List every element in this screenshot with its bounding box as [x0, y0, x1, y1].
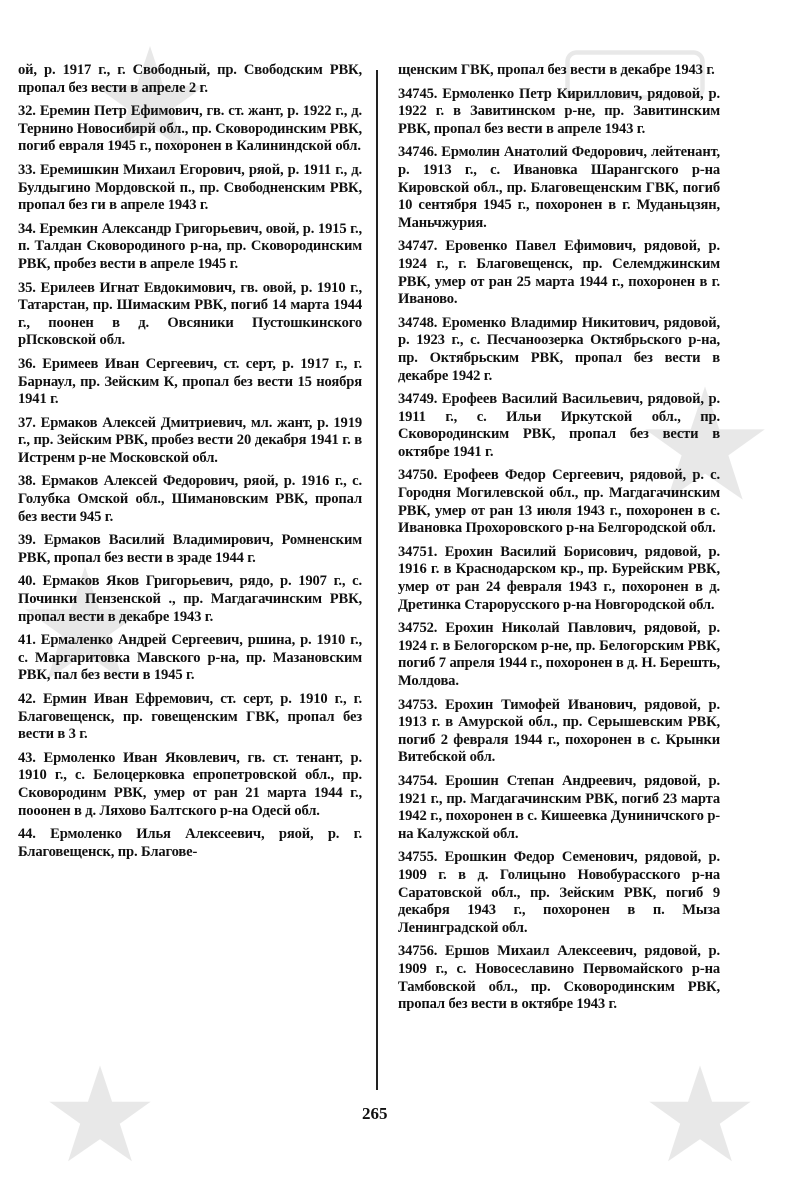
- entry: 42. Ермин Иван Ефремович, ст. серт, р. 1910 г., г. Благовещенск, пр. говещенским ГВК, пропал без вести в 3 г.: [18, 691, 362, 743]
- watermark-logo: [640, 1060, 760, 1170]
- entry: 44. Ермоленко Илья Алексеевич, ряой, р. г. Благовещенск, пр. Благове-: [18, 826, 362, 860]
- entry: 34753. Ерохин Тимофей Иванович, рядовой, р. 1913 г. в Амурской обл., пр. Серышевским РВК, погиб 2 февраля 1944 г., похоронен в с. Крынки Витебской обл.: [398, 696, 720, 766]
- entry: ой, р. 1917 г., г. Свободный, пр. Свободским РВК, пропал без вести в апреле 2 г.: [18, 62, 362, 96]
- watermark-logo: [40, 1060, 160, 1170]
- page-number: 265: [362, 1104, 388, 1123]
- entry: 37. Ермаков Алексей Дмитриевич, мл. жант, р. 1919 г., пр. Зейским РВК, пробез вести 20 декабря 1941 г. в Истренм р-не Московской обл.: [18, 414, 362, 466]
- entry: 40. Ермаков Яков Григорьевич, рядо, р. 1907 г., с. Починки Пензенской ., пр. Магдагачинским РВК, пропал вести в декабре 1943 г.: [18, 573, 362, 625]
- entry: 36. Еримеев Иван Сергеевич, ст. серт, р. 1917 г., г. Барнаул, пр. Зейским К, пропал без вести 15 ноября 1941 г.: [18, 355, 362, 408]
- entry: 34752. Ерохин Николай Павлович, рядовой, р. 1924 г. в Белогорском р-не, пр. Белогорским РВК, погиб 7 апреля 1944 г., похоронен в д. Н. Берешть, Молдова.: [398, 620, 720, 689]
- entry: 34745. Ермоленко Петр Кириллович, рядовой, р. 1922 г. в Завитинском р-не, пр. Завитинским РВК, пропал без вести в апреле 1943 г.: [398, 85, 720, 137]
- entry: 34. Еремкин Александр Григорьевич, овой, р. 1915 г., п. Талдан Сковородиного р-на, пр. Сковородинским РВК, пробез вести в апреле 1945 г.: [18, 220, 362, 272]
- entry: 34746. Ермолин Анатолий Федорович, лейтенант, р. 1913 г., с. Ивановка Шарангского р-на Кировской обл., пр. Благовещенским ГВК, погиб 10 сентября 1945 г., похоронен в г. Муданьцзян, Маньчжурия.: [398, 144, 720, 231]
- entry: щенским ГВК, пропал без вести в декабре 1943 г.: [398, 62, 715, 78]
- entry: 38. Ермаков Алексей Федорович, ряой, р. 1916 г., с. Голубка Омской обл., Шимановским РВК, пропал без вести 945 г.: [18, 473, 362, 525]
- left-column: [18, 62, 362, 867]
- entry: 34747. Еровенко Павел Ефимович, рядовой, р. 1924 г., г. Благовещенск, пр. Селемджинским РВК, умер от ран 25 марта 1944 г., похоронен в г. Иваново.: [398, 238, 720, 308]
- entry: 34751. Ерохин Василий Борисович, рядовой, р. 1916 г. в Краснодарском кр., пр. Бурейским РВК, умер от ран 24 февраля 1943 г., похоронен в д. Дретинка Старорусского р-на Новгородской обл.: [398, 543, 720, 613]
- entry: 32. Еремин Петр Ефимович, гв. ст. жант, р. 1922 г., д. Тернино Новосибирй обл., пр. Сковородинским РВК, погиб евраля 1945 г., похоронен в Калининдской обл.: [18, 103, 362, 155]
- entry: 34755. Ерошкин Федор Семенович, рядовой, р. 1909 г. в д. Голицыно Новобурасского р-на Саратовской обл., пр. Зейским РВК, погиб 9 декабря 1943 г., похоронен в п. Мыза Ленинградской обл.: [398, 849, 720, 936]
- entry: 43. Ермоленко Иван Яковлевич, гв. ст. тенант, р. 1910 г., с. Белоцерковка епропетровской обл., пр. Сковородинм РВК, умер от ран 21 марта 1944 г., пооонен в д. Ляхово Балтского р-на Одесй обл.: [18, 749, 362, 819]
- entry: 34748. Ероменко Владимир Никитович, рядовой, р. 1923 г., с. Песчаноозерка Октябрьского р-на, пр. Октябрьским РВК, пропал без вести в декабре 1942 г.: [398, 314, 720, 384]
- entry: 39. Ермаков Василий Владимирович, Ромненским РВК, пропал без вести в зраде 1944 г.: [18, 532, 362, 566]
- entry: 34750. Ерофеев Федор Сергеевич, рядовой, р. с. Городня Могилевской обл., пр. Магдагачинским РВК, умер от ран 13 июля 1943 г., похоронен в с. Ивановка Прохоровского р-на Белгородской обл.: [398, 467, 720, 537]
- entry: 33. Еремишкин Михаил Егорович, ряой, р. 1911 г., д. Булдыгино Мордовской п., пр. Свободненским РВК, пропал без ги в апреле 1943 г.: [18, 161, 362, 214]
- entry: 34749. Ерофеев Василий Васильевич, рядовой, р. 1911 г., с. Ильи Иркутской обл., пр. Сковородинским РВК, пропал без вести в октябре 1941 г.: [398, 391, 720, 460]
- entry: 35. Ерилеев Игнат Евдокимович, гв. овой, р. 1910 г., Татарстан, пр. Шимаским РВК, погиб 14 марта 1944 г., поонен в д. Овсяники Пустошкинского рПсковской обл.: [18, 279, 362, 349]
- right-column: [398, 62, 720, 1020]
- column-divider: [376, 70, 378, 1090]
- entry: 34756. Ершов Михаил Алексеевич, рядовой, р. 1909 г., с. Новосеславино Первомайского р-на Тамбовской обл., пр. Сковородинским РВК, пропал без вести в октябре 1943 г.: [398, 943, 720, 1013]
- entry: 41. Ермаленко Андрей Сергеевич, ршина, р. 1910 г., с. Маргаритовка Мавского р-на, пр. Мазановским РВК, пал без вести в 1945 г.: [18, 632, 362, 684]
- entry: 34754. Ерошин Степан Андреевич, рядовой, р. 1921 г., пр. Магдагачинским РВК, погиб 23 марта 1942 г., похоронен в с. Кишеевка Дуниничского р-на Калужской обл.: [398, 772, 720, 842]
